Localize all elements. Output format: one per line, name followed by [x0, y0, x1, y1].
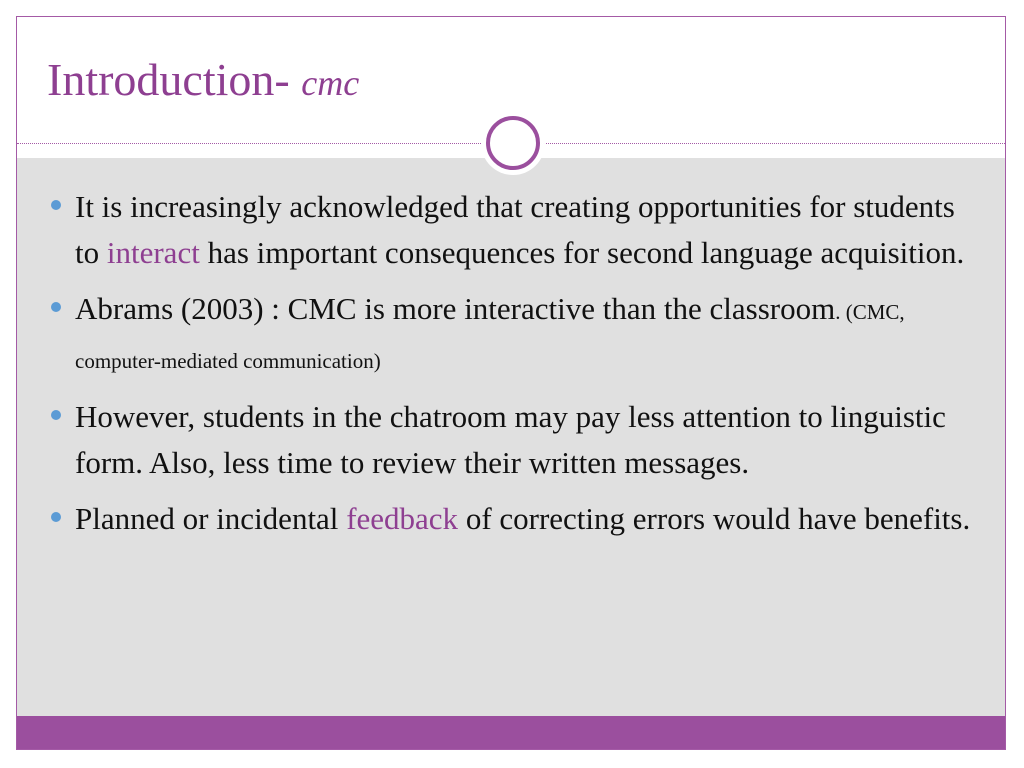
slide-title: [47, 54, 359, 109]
bullet-text: However, students in the chatroom may pay less attention to linguistic form. Also, less time to review their written messages.: [75, 399, 946, 480]
bullet-item: [17, 394, 1005, 486]
bullet-text-after: of correcting errors would have benefits.: [465, 501, 971, 536]
bullet-item: [17, 286, 1005, 384]
bullet-text: [75, 184, 979, 276]
bullet-item: [17, 184, 1005, 276]
bullet-text-before: It is increasingly acknowledged that creating opportunities for students to: [75, 189, 955, 270]
bullet-text-main: Abrams (2003) : CMC is more interactive than the classroom: [75, 291, 836, 326]
bullet-item: [17, 496, 1005, 542]
bullet-text-before: Planned or incidental: [75, 501, 339, 536]
bullet-highlight: interact: [106, 235, 200, 270]
bullet-text-after: has important consequences for second language acquisition.: [207, 235, 965, 270]
bullet-text: [75, 286, 979, 384]
ring-icon: [486, 116, 540, 170]
bullet-dot-icon: [51, 512, 61, 522]
bullet-dot-icon: [51, 200, 61, 210]
bullet-note: . (CMC, computer-mediated communication): [75, 300, 905, 373]
slide: [16, 16, 1006, 750]
title-main: Introduction-: [47, 54, 290, 105]
bullet-text: [75, 496, 979, 542]
bullet-highlight: feedback: [346, 501, 459, 536]
bullet-dot-icon: [51, 410, 61, 420]
footer-bar: [17, 716, 1005, 750]
bullet-list: [17, 184, 1005, 552]
title-sub: cmc: [301, 63, 360, 103]
bullet-dot-icon: [51, 302, 61, 312]
